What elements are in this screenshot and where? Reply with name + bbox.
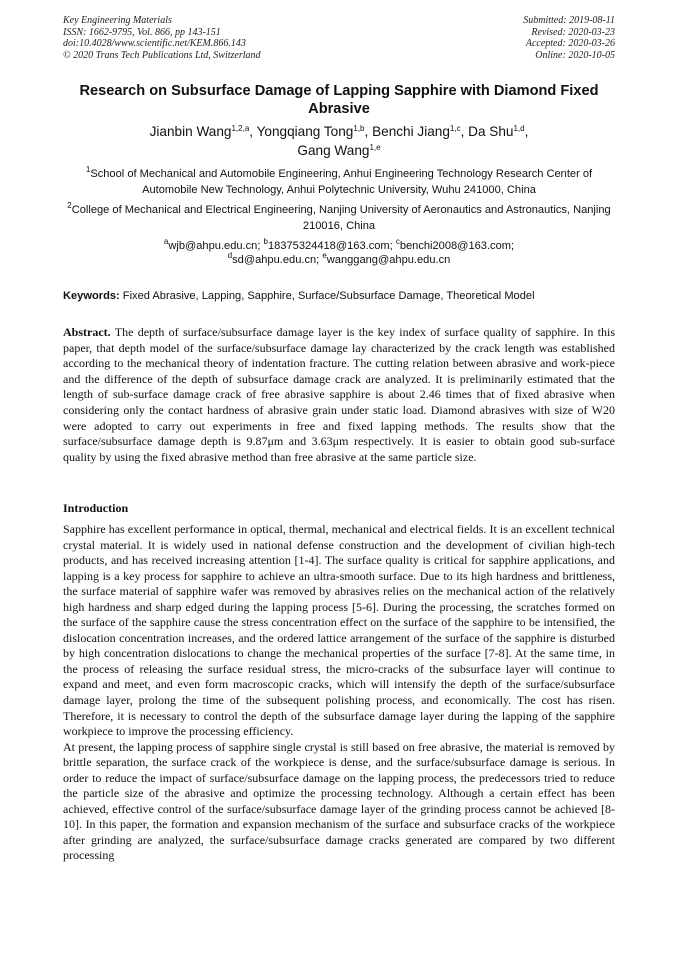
- email-address: sd@ahpu.edu.cn;: [232, 254, 323, 266]
- abstract: [63, 325, 615, 465]
- abstract-text: The depth of surface/subsurface damage layer is the key index of surface quality of sapphire. In this paper, that depth model of the surface/subsurface damage lay characterized by the crack length was established according to the mechanical theory of indentation fracture. The cutting relation between abrasive and work-piece and the difference of the depth of subsurface damage crack are analyzed. It is preliminarily estimated that the length of sub-surface damage crack of free abrasive sapphire is about 2.46 times that of fixed abrasive when considering only the contact hardness of abrasive grain under static load. Diamond abrasives with size of W20 were adopted to carry out experiments in free and fixed lapping methods. The results show that the surface/subsurface damage depth is 9.87μm and 3.63μm respectively. It is easier to obtain good sub-surface quality by using the fixed abrasive method than free abrasive at the same particle size.: [63, 325, 615, 464]
- author-name: Benchi Jiang: [372, 124, 450, 139]
- author-separator: ,: [249, 124, 257, 139]
- affiliation-text: School of Mechanical and Automobile Engineering, Anhui Engineering Technology Research Center of Automobile New Technology, Anhui Polytechnic University, Wuhu 241000, China: [90, 168, 593, 196]
- paper-title: Research on Subsurface Damage of Lapping Sapphire with Diamond Fixed Abrasive: [79, 83, 599, 117]
- author-superscript: 1,b: [353, 124, 365, 133]
- author-separator: ,: [364, 124, 373, 139]
- author-superscript: 1,c: [449, 124, 461, 133]
- journal-info: [63, 15, 261, 61]
- submitted-date: Submitted: 2019-08-11: [523, 15, 615, 26]
- keywords-label: Keywords:: [63, 290, 120, 302]
- author: [372, 124, 468, 139]
- author-separator: ,: [524, 124, 529, 139]
- doi-line: doi:10.4028/www.scientific.net/KEM.866.143: [63, 38, 246, 49]
- revised-date: Revised: 2020-03-23: [531, 26, 615, 38]
- email-address: benchi2008@163.com;: [399, 240, 515, 252]
- author-superscript: 1,d: [513, 124, 525, 133]
- introduction-body: [63, 522, 615, 864]
- publication-dates: [523, 15, 615, 61]
- section-heading-introduction: Introduction: [63, 501, 129, 515]
- email-address: 18375324418@163.com;: [267, 240, 396, 252]
- keywords: [63, 289, 615, 303]
- email-line: [63, 253, 615, 267]
- affiliation-marker: 1: [85, 165, 91, 174]
- author-list: [63, 122, 615, 160]
- email-address: wjb@ahpu.edu.cn;: [168, 240, 264, 252]
- paragraph: Sapphire has excellent performance in optical, thermal, mechanical and electrical fields. It is an excellent technical crystal material. It is widely used in national defense construction and the development of civilian high-tech products, and has received increasing attention [1-4]. The surface quality is critical for sapphire applications, and lapping is a key process for sapphire to achieve an ultra-smooth surface. Due to its high hardness and brittleness, the surface material of sapphire wafer was removed by abrasives relies on the mechanical action of the relatively high hardness and sharp edged during the lapping process [5-6]. During the processing, the scratches formed on the surface of the sapphire cause the stress concentration effect on the surface of the sapphire to be intensified, the dislocation concentration increases, and the ordered lattice arrangement of the surface of the sapphire is disturbed by high concentration dislocations to change the mechanical properties of the surface [7-8]. At the same time, in the process of releasing the surface residual stress, the micro-cracks of the subsurface layer will continue to expand and meet, and even form macroscopic cracks, which will intensify the depth of the surface/subsurface damage layer, prolong the time of the subsequent polishing process, and economically. The cost has risen. Therefore, it is necessary to control the depth of the subsurface damage layer during the lapping of the sapphire workpiece to improve the processing efficiency.: [63, 522, 615, 739]
- email-marker: a: [163, 237, 169, 246]
- affiliation-1: [63, 167, 615, 198]
- author-name: Yongqiang Tong: [256, 124, 354, 139]
- affiliation-2: [63, 203, 615, 234]
- author: [150, 124, 257, 139]
- author: [468, 124, 528, 139]
- email-marker: e: [322, 251, 327, 260]
- abstract-label: Abstract.: [63, 325, 111, 339]
- copyright-line: © 2020 Trans Tech Publications Ltd, Switzerland: [63, 49, 261, 61]
- email-line: [63, 239, 615, 253]
- email-address: wanggang@ahpu.edu.cn: [326, 254, 451, 266]
- author: [257, 124, 372, 139]
- author-name: Gang Wang: [297, 143, 370, 158]
- accepted-date: Accepted: 2020-03-26: [525, 38, 615, 49]
- journal-name: Key Engineering Materials: [63, 15, 172, 26]
- author-superscript: 1,e: [369, 143, 381, 152]
- author-name: Da Shu: [468, 124, 514, 139]
- email-marker: b: [263, 237, 268, 246]
- email-list: [63, 239, 615, 267]
- issn-line: ISSN: 1662-9795, Vol. 866, pp 143-151: [63, 26, 221, 38]
- email-marker: c: [395, 237, 400, 246]
- keywords-text: Fixed Abrasive, Lapping, Sapphire, Surface/Subsurface Damage, Theoretical Model: [119, 290, 535, 302]
- author: [297, 143, 380, 158]
- online-date: Online: 2020-10-05: [535, 49, 615, 61]
- author-superscript: 1,2,a: [231, 124, 250, 133]
- affiliation-text: College of Mechanical and Electrical Engineering, Nanjing University of Aeronautics and Astronautics, Nanjing 210016, China: [71, 204, 611, 232]
- author-separator: ,: [460, 124, 469, 139]
- affiliation-marker: 2: [67, 201, 72, 210]
- email-marker: d: [227, 251, 233, 260]
- author-name: Jianbin Wang: [149, 124, 232, 139]
- paragraph: At present, the lapping process of sapphire single crystal is still based on free abrasive, the material is removed by brittle separation, the surface crack of the workpiece is dense, and the surface/subsurface damage is serious. In order to reduce the impact of surface/subsurface damage on the lapping process, the predecessors tried to reduce the particle size of the abrasive and optimize the processing technology. Although a certain effect has been achieved, effective control of the surface/subsurface damage layer of the grinding process cannot be achieved [8-10]. In this paper, the formation and expansion mechanism of the surface and subsurface cracks of the workpiece after grinding are analyzed, the surface/subsurface damage cracks generated are compared by two different processing: [63, 739, 615, 863]
